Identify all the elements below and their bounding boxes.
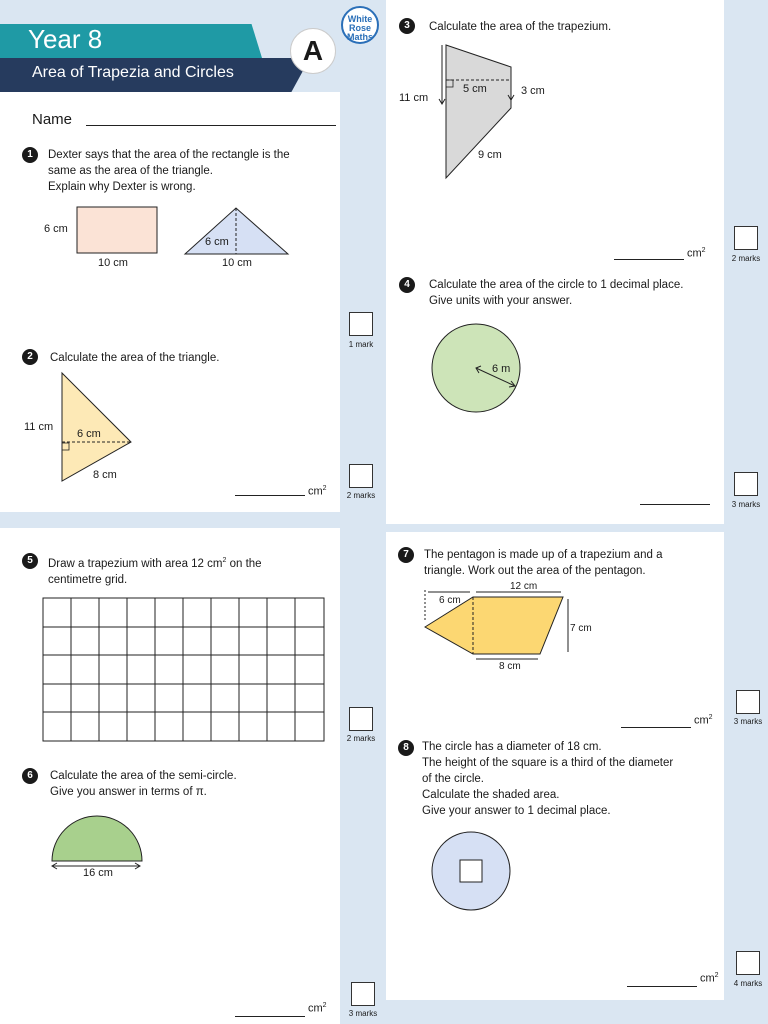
q4-text: Calculate the area of the circle to 1 decimal place. Give units with your answer.	[429, 279, 684, 307]
q3-text: Calculate the area of the trapezium.	[429, 21, 612, 33]
q5-text: Draw a trapezium with area 12 $cm^2$ on the centimetre grid.	[48, 557, 262, 586]
q6-diameter-label: 16 cm	[83, 867, 113, 879]
q6-text: Calculate the area of the semi-circle. Give you answer in terms of π.	[50, 770, 237, 798]
question-number-1: 1	[22, 147, 38, 163]
q1-rect-height-label: 6 cm	[44, 223, 68, 235]
q6-answer-line[interactable]	[235, 1016, 305, 1017]
q6-mark-box[interactable]	[351, 982, 375, 1006]
q8-mark-box[interactable]	[736, 951, 760, 975]
q2-text: Calculate the area of the triangle.	[50, 352, 220, 364]
q8-marks-label: 4 marks	[733, 979, 763, 988]
q8-answer-line[interactable]	[627, 986, 697, 987]
name-label: Name	[32, 111, 73, 128]
q7-height-label: 7 cm	[570, 623, 592, 634]
question-number-4: 4	[399, 277, 415, 293]
q2-base-label: 8 cm	[93, 469, 117, 481]
question-number-7: 7	[398, 547, 414, 563]
q8-unit: $cm^2$	[700, 972, 719, 985]
q1-rect-width-label: 10 cm	[98, 257, 128, 269]
q7-marks-label: 3 marks	[733, 717, 763, 726]
q7-bottom-label: 8 cm	[499, 661, 521, 672]
q2-marks-label: 2 marks	[346, 491, 376, 500]
white-rose-maths-logo: White Rose Maths	[341, 6, 379, 44]
q6-marks-label: 3 marks	[348, 1009, 378, 1018]
version-badge: A	[290, 28, 336, 74]
q3-top-label: 5 cm	[463, 83, 487, 95]
question-number-5: 5	[22, 553, 38, 569]
question-number-3: 3	[399, 18, 415, 34]
q8-text: The circle has a diameter of 18 cm. The height of the square is a third of the diameter of the circle. Calculate the shaded area. Give your answer to 1 decimal place.	[422, 741, 674, 817]
year-title: Year 8	[28, 24, 103, 54]
q3-bottom-label: 9 cm	[478, 149, 502, 161]
q7-text: The pentagon is made up of a trapezium and a triangle. Work out the area of the pentagon.	[424, 549, 663, 577]
q3-marks-label: 2 marks	[731, 254, 761, 263]
q1-text: Dexter says that the area of the rectangle is the same as the area of the triangle. Explain why Dexter is wrong.	[48, 149, 290, 193]
q2-side-label: 11 cm	[24, 421, 54, 433]
q5-marks-label: 2 marks	[346, 734, 376, 743]
q7-unit: $cm^2$	[694, 714, 713, 727]
question-number-8: 8	[398, 740, 414, 756]
q7-tri-width-label: 6 cm	[439, 595, 461, 606]
q3-right-label: 3 cm	[521, 85, 545, 97]
q6-unit: $cm^2$	[308, 1002, 327, 1015]
question-number-2: 2	[22, 349, 38, 365]
question-number-6: 6	[22, 768, 38, 784]
q1-tri-height-label: 6 cm	[205, 236, 229, 248]
q4-marks-label: 3 marks	[731, 500, 761, 509]
q2-height-label: 6 cm	[77, 428, 101, 440]
q8-square	[460, 860, 482, 882]
q3-unit: $cm^2$	[687, 247, 706, 260]
q2-unit: $cm^2$	[308, 485, 327, 498]
q1-tri-base-label: 10 cm	[222, 257, 252, 269]
q4-radius-label: 6 m	[492, 363, 511, 375]
q1-marks-label: 1 mark	[348, 340, 374, 349]
q7-top-label: 12 cm	[510, 581, 538, 592]
topic-title: Area of Trapezia and Circles	[32, 64, 234, 81]
q3-left-label: 11 cm	[399, 92, 429, 104]
